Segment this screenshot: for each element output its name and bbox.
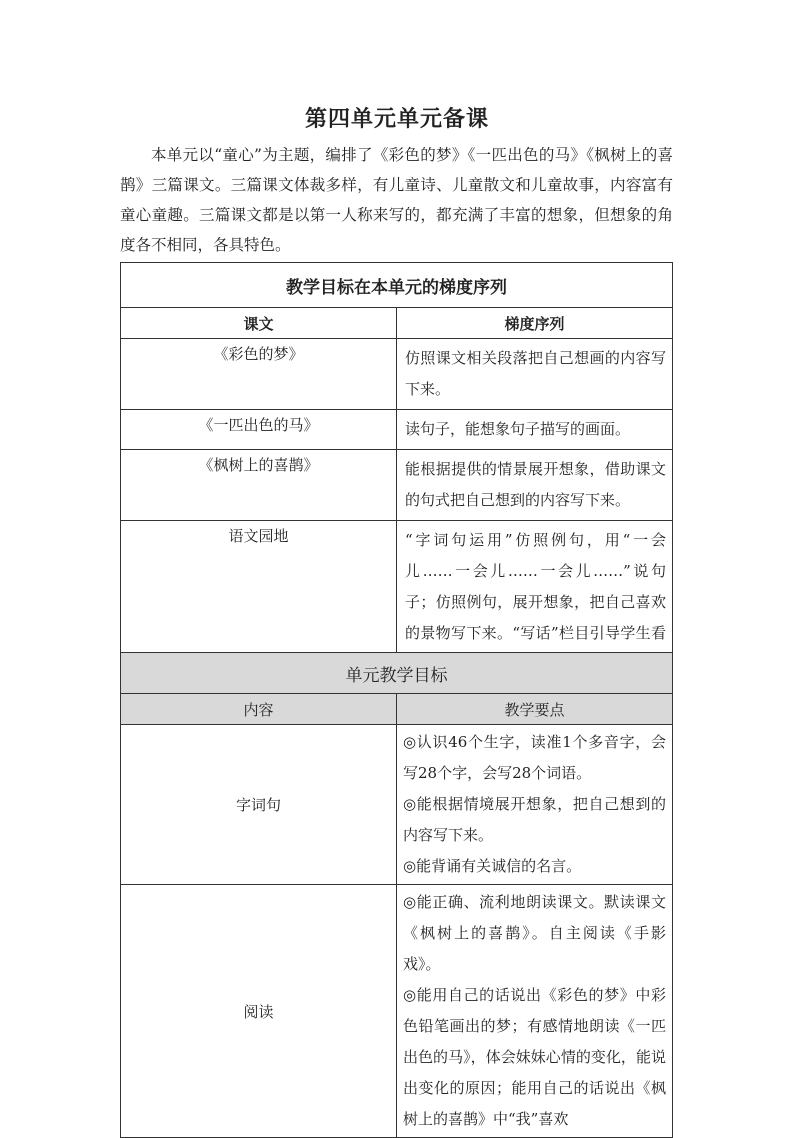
point-item: ◎认识46个生字，读准1个多音字，会写28个字，会写28个词语。 (403, 733, 666, 782)
table2-header-points: 教学要点 (397, 694, 673, 725)
table1-header-lesson: 课文 (121, 308, 397, 339)
table-row (121, 725, 673, 885)
lesson-cell: 《枫树上的喜鹊》 (121, 450, 397, 521)
point-item: ◎能背诵有关诚信的名言。 (403, 857, 582, 875)
lesson-cell: 语文园地 (121, 521, 397, 716)
table1-header-sequence: 梯度序列 (397, 308, 673, 339)
points-cell (397, 725, 673, 885)
gradient-sequence-table (120, 262, 673, 716)
goal-cell: 读句子，能想象句子描写的画面。 (397, 410, 673, 450)
unit-teaching-goals-table (120, 652, 673, 1138)
intro-paragraph: 本单元以“童心”为主题，编排了《彩色的梦》《一匹出色的马》《枫树上的喜鹊》三篇课文。三篇课文体裁多样，有儿童诗、儿童散文和儿童故事，内容富有童心童趣。三篇课文都是以第一人称来写的，都充满了丰富的想象，但想象的角度各不相同，各具特色。 (120, 146, 673, 254)
point-item: ◎能用自己的话说出《彩色的梦》中彩色铅笔画出的梦；有感情地朗读《一匹出色的马》，体会妹妹心情的变化，能说出变化的原因；能用自己的话说出《枫树上的喜鹊》中“我”喜欢 (403, 986, 666, 1128)
table-row (121, 885, 673, 1138)
category-cell: 字词句 (121, 725, 397, 885)
point-item: ◎能正确、流利地朗读课文。默读课文《枫树上的喜鹊》。自主阅读《手影戏》。 (403, 893, 666, 973)
page-title: 第四单元单元备课 (304, 106, 489, 132)
table-row (121, 410, 673, 450)
points-cell (397, 885, 673, 1138)
goal-cell: 能根据提供的情景展开想象，借助课文的句式把自己想到的内容写下来。 (397, 450, 673, 521)
table2-header-content: 内容 (121, 694, 397, 725)
table2-caption: 单元教学目标 (121, 653, 673, 694)
goal-cell: “字词句运用”仿照例句，用“一会儿……一会儿……一会儿……”说句子；仿照例句，展开想象，把自己喜欢的景物写下来。“写话”栏目引导学生看 (397, 521, 673, 716)
table1-caption: 教学目标在本单元的梯度序列 (121, 263, 673, 308)
point-item: ◎能根据情境展开想象，把自己想到的内容写下来。 (403, 795, 666, 844)
table-row (121, 339, 673, 410)
lesson-cell: 《一匹出色的马》 (121, 410, 397, 450)
goal-cell: 仿照课文相关段落把自己想画的内容写下来。 (397, 339, 673, 410)
lesson-cell: 《彩色的梦》 (121, 339, 397, 410)
table-row (121, 450, 673, 521)
category-cell: 阅读 (121, 885, 397, 1138)
